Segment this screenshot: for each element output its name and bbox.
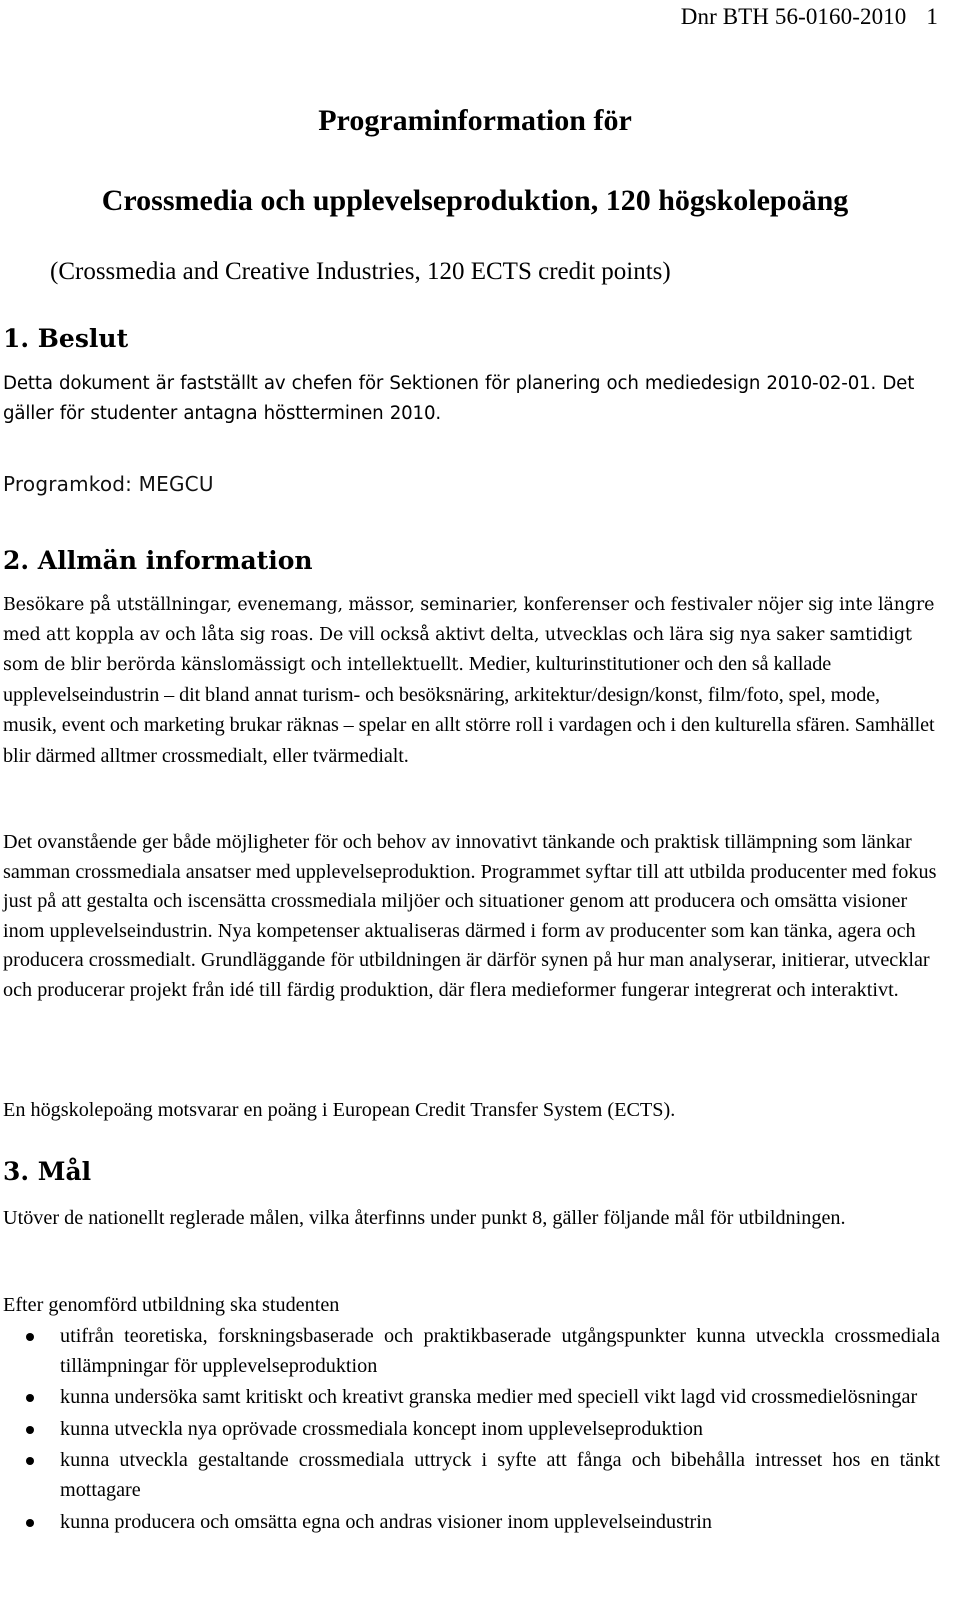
goal-item: kunna producera och omsätta egna och andras visioner inom upplevelseindustrin — [0, 1508, 940, 1538]
page-number: 1 — [926, 4, 938, 29]
program-code: Programkod: MEGCU — [3, 472, 214, 496]
page-header — [681, 4, 938, 30]
ects-note: En högskolepoäng motsvarar en poäng i European Credit Transfer System (ECTS). — [3, 1099, 676, 1121]
document-reference: Dnr BTH 56-0160-2010 — [680, 4, 907, 29]
general-info-media: Medier, kulturinstitutioner och den så kallade upplevelseindustrin – dit bland annat turism- och besöksnäring, arkitektur/design/konst, film/foto, spel, mode, musik, event och marketing brukar räknas – spelar en allt större roll i vardagen och i den kulturella sfären. Samhället blir därmed alltmer crossmedialt, eller tvärmedialt. — [3, 653, 935, 767]
decision-paragraph: Detta dokument är fastställt av chefen för Sektionen för planering och mediedesign 2010-02-01. Det gäller för studenter antagna höstterminen 2010. — [3, 373, 915, 424]
goals-lead: Efter genomförd utbildning ska studenten — [3, 1294, 340, 1316]
general-info-paragraph-1 — [3, 591, 938, 773]
goal-item: kunna utveckla gestaltande crossmediala uttryck i syfte att fånga och bibehålla intresset hos en tänkt mottagare — [0, 1446, 940, 1505]
general-info-continuation: De vill också aktivt delta, utvecklas och lära sig nya saker samtidigt som de blir berörda känslomässigt och intellektuellt. — [3, 624, 912, 676]
goals-list — [0, 1322, 940, 1539]
bullet-icon — [26, 1333, 34, 1341]
section-heading-mal: 3. Mål — [3, 1157, 92, 1186]
bullet-icon — [26, 1519, 34, 1527]
goal-item: kunna utveckla nya oprövade crossmediala koncept inom upplevelseproduktion — [0, 1415, 940, 1445]
section-heading-beslut: 1. Beslut — [3, 324, 129, 353]
goal-item: utifrån teoretiska, forskningsbaserade och praktikbaserade utgångspunkter kunna utveckla crossmediala tillämpningar för upplevelseproduktion — [0, 1322, 940, 1381]
general-info-paragraph-2: Det ovanstående ger både möjligheter för och behov av innovativt tänkande och praktisk tillämpning som länkar samman crossmediala ansatser med upplevelseproduktion. Programmet syftar till att utbilda producenter med fokus just på att gestalta och iscensätta crossmediala miljöer och situationer genom att producera och omsätta visioner inom upplevelseindustrin. Nya kompetenser aktualiseras därmed i form av producenter som kan tänka, agera och producera crossmedialt. Grundläggande för utbildningen är därför synen på hur man analyserar, initierar, utvecklar och producerar projekt från idé till färdig produktion, där flera medieformer fungerar integrerat och interaktivt. — [3, 831, 937, 1001]
program-title-english: (Crossmedia and Creative Industries, 120 ECTS credit points) — [50, 258, 671, 285]
program-title: Crossmedia och upplevelseproduktion, 120 högskolepoäng — [101, 184, 849, 217]
document-title: Programinformation för — [318, 104, 632, 137]
bullet-icon — [26, 1457, 34, 1465]
general-info-intro: Besökare på utställningar, evenemang, mässor, seminarier, konferenser och festivaler nöjer sig inte längre med att koppla av och låta sig roas. — [3, 595, 935, 645]
bullet-icon — [26, 1394, 34, 1402]
goals-intro: Utöver de nationellt reglerade målen, vilka återfinns under punkt 8, gäller följande mål för utbildningen. — [3, 1207, 846, 1229]
section-heading-allman-information: 2. Allmän information — [3, 546, 313, 575]
bullet-icon — [26, 1426, 34, 1434]
goal-item: kunna undersöka samt kritiskt och kreativt granska medier med speciell vikt lagd vid crossmedielösningar — [0, 1383, 940, 1413]
